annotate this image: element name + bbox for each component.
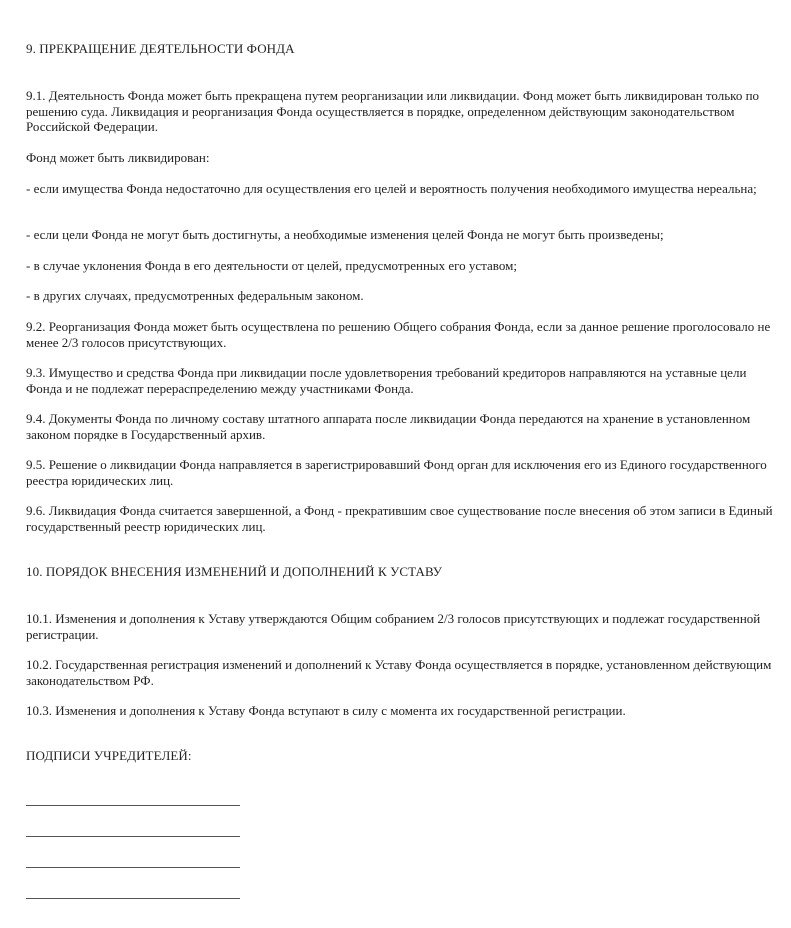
signature-line <box>26 898 240 899</box>
section-10-heading: 10. ПОРЯДОК ВНЕСЕНИЯ ИЗМЕНЕНИЙ И ДОПОЛНЕНИЙ К УСТАВУ <box>26 564 443 579</box>
bullet-item: - если имущества Фонда недостаточно для осуществления его целей и вероятность получения необходимого имущества нереальна; <box>26 181 757 196</box>
paragraph-10-3: 10.3. Изменения и дополнения к Уставу Фонда вступают в силу с момента их государственной регистрации. <box>26 703 626 718</box>
paragraph-9-2: 9.2. Реорганизация Фонда может быть осуществлена по решению Общего собрания Фонда, если за данное решение проголосовало не менее 2/3 голосов присутствующих. <box>26 319 771 350</box>
bullet-item: - если цели Фонда не могут быть достигнуты, а необходимые изменения целей Фонда не могут быть произведены; <box>26 227 664 242</box>
paragraph-liquidation-intro: Фонд может быть ликвидирован: <box>26 150 210 165</box>
paragraph-9-3: 9.3. Имущество и средства Фонда при ликвидации после удовлетворения требований кредиторов направляются на уставные цели Фонда и не подлежат перераспределению между участниками Фонда. <box>26 365 747 396</box>
section-9-heading: 9. ПРЕКРАЩЕНИЕ ДЕЯТЕЛЬНОСТИ ФОНДА <box>26 41 295 56</box>
paragraph-9-6: 9.6. Ликвидация Фонда считается завершенной, а Фонд - прекратившим свое существование после внесения об этом записи в Единый государственный реестр юридических лиц. <box>26 503 773 534</box>
bullet-item: - в случае уклонения Фонда в его деятельности от целей, предусмотренных его уставом; <box>26 258 517 273</box>
paragraph-10-2: 10.2. Государственная регистрация изменений и дополнений к Уставу Фонда осуществляется в порядке, установленном действующим законодательством РФ. <box>26 657 772 688</box>
paragraph-10-1: 10.1. Изменения и дополнения к Уставу утверждаются Общим собранием 2/3 голосов присутствующих и подлежат государственной регистрации. <box>26 611 761 642</box>
paragraph-9-1: 9.1. Деятельность Фонда может быть прекращена путем реорганизации или ликвидации. Фонд может быть ликвидирован только по решению суда. Ликвидация и реорганизация Фонда осуществляется в порядке, определенном действующим законодательством Российской Федерации. <box>26 88 760 134</box>
paragraph-9-5: 9.5. Решение о ликвидации Фонда направляется в зарегистрировавший Фонд орган для исключения его из Единого государственного реестра юридических лиц. <box>26 457 767 488</box>
paragraph-9-4: 9.4. Документы Фонда по личному составу штатного аппарата после ликвидации Фонда передаются на хранение в установленном законом порядке в Государственный архив. <box>26 411 751 442</box>
signatures-heading: ПОДПИСИ УЧРЕДИТЕЛЕЙ: <box>26 748 192 763</box>
signature-line <box>26 836 240 837</box>
signature-line <box>26 805 240 806</box>
signature-line <box>26 867 240 868</box>
bullet-item: - в других случаях, предусмотренных федеральным законом. <box>26 288 364 303</box>
